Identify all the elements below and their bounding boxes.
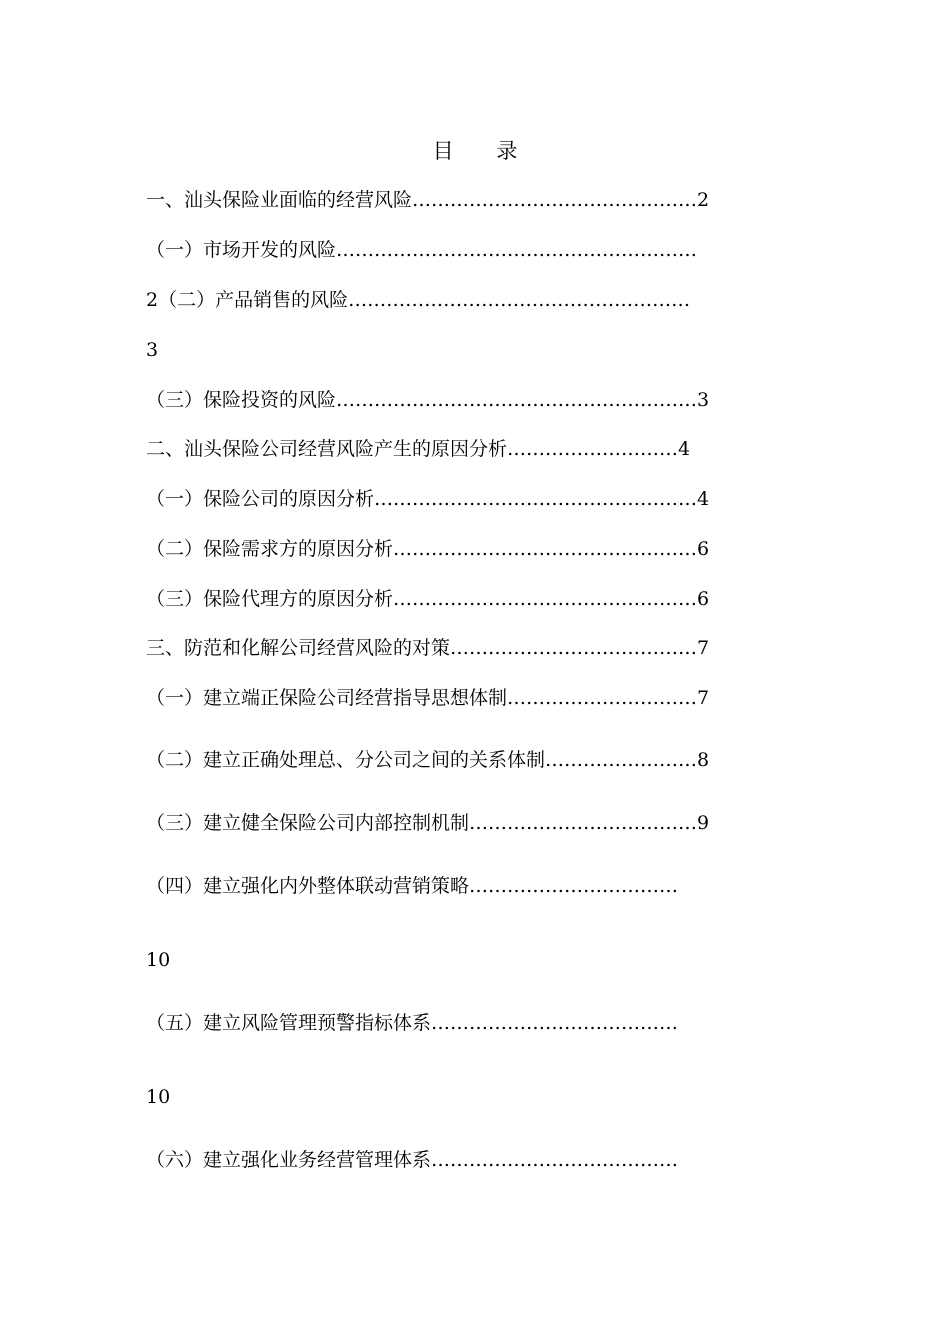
toc-entry: 10 bbox=[146, 949, 171, 971]
toc-entry: （三）保险投资的风险…………………………………………………3 bbox=[146, 389, 710, 411]
toc-entry: 三、防范和化解公司经营风险的对策…………………………………7 bbox=[146, 637, 710, 659]
toc-entry: （三）保险代理方的原因分析…………………………………………6 bbox=[146, 588, 710, 610]
toc-entry: 2（二）产品销售的风险……………………………………………… bbox=[146, 289, 691, 311]
toc-entry: （五）建立风险管理预警指标体系………………………………… bbox=[146, 1012, 679, 1034]
toc-entry: （六）建立强化业务经营管理体系………………………………… bbox=[146, 1149, 679, 1171]
toc-entry: 一、汕头保险业面临的经营风险………………………………………2 bbox=[146, 189, 710, 211]
toc-entry: （一）建立端正保险公司经营指导思想体制…………………………7 bbox=[146, 687, 710, 709]
toc-title: 目 录 bbox=[432, 139, 536, 163]
toc-entry: （一）市场开发的风险………………………………………………… bbox=[146, 239, 698, 261]
toc-entry: （一）保险公司的原因分析……………………………………………4 bbox=[146, 488, 710, 510]
toc-entry: （四）建立强化内外整体联动营销策略…………………………… bbox=[146, 875, 679, 897]
toc-entry: （二）保险需求方的原因分析…………………………………………6 bbox=[146, 538, 710, 560]
toc-entry: 10 bbox=[146, 1086, 171, 1108]
toc-entry: 3 bbox=[146, 339, 159, 361]
toc-entry: （二）建立正确处理总、分公司之间的关系体制……………………8 bbox=[146, 749, 710, 771]
toc-entry: （三）建立健全保险公司内部控制机制………………………………9 bbox=[146, 812, 710, 834]
toc-entry: 二、汕头保险公司经营风险产生的原因分析………………………4 bbox=[146, 438, 691, 460]
